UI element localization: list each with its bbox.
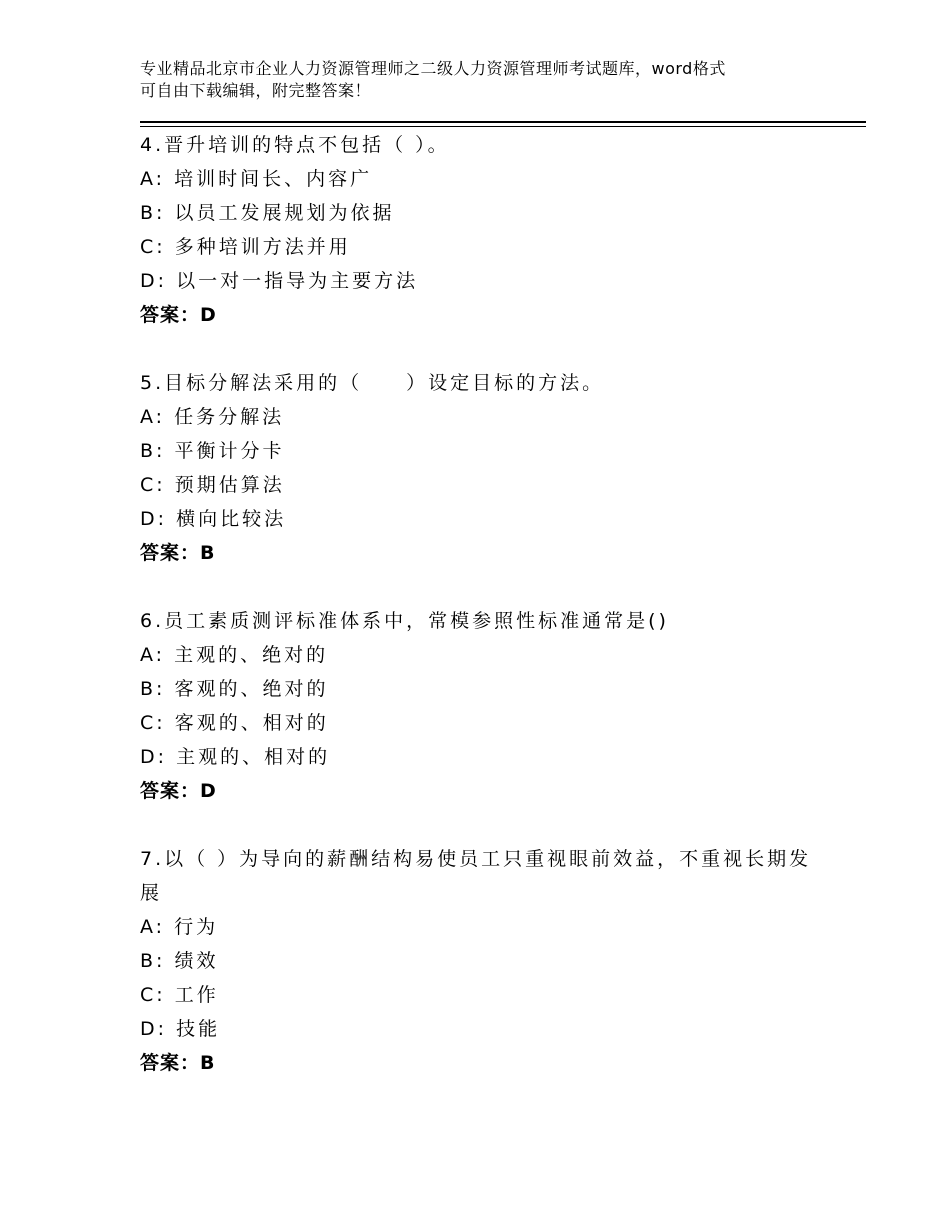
- header-line-2: 可自由下载编辑，附完整答案！: [140, 81, 372, 100]
- option-b: B: 客观的、绝对的: [140, 678, 329, 700]
- question-item: [140, 366, 820, 570]
- option-c: C: 工作: [140, 984, 219, 1006]
- option-d: D: 横向比较法: [140, 508, 287, 530]
- option-d: D: 以一对一指导为主要方法: [140, 270, 419, 292]
- option-c: C: 预期估算法: [140, 474, 285, 496]
- option-a: A: 任务分解法: [140, 406, 285, 428]
- question-stem: 7.以（ ）为导向的薪酬结构易使员工只重视眼前效益，不重视长期发展: [140, 848, 812, 904]
- option-d: D: 技能: [140, 1018, 221, 1040]
- document-header: [140, 58, 820, 102]
- option-a: A: 行为: [140, 916, 219, 938]
- option-b: B: 以员工发展规划为依据: [140, 202, 395, 224]
- answer-label: 答案：B: [140, 1052, 216, 1074]
- answer-label: 答案：B: [140, 542, 216, 564]
- option-b: B: 绩效: [140, 950, 219, 972]
- question-list: [140, 128, 820, 1114]
- option-a: A: 培训时间长、内容广: [140, 168, 373, 190]
- option-b: B: 平衡计分卡: [140, 440, 285, 462]
- header-divider: [140, 121, 866, 127]
- question-item: [140, 604, 820, 808]
- question-item: [140, 842, 820, 1080]
- option-c: C: 客观的、相对的: [140, 712, 329, 734]
- question-stem: 4.晋升培训的特点不包括（ ）。: [140, 134, 450, 156]
- option-d: D: 主观的、相对的: [140, 746, 331, 768]
- answer-label: 答案：D: [140, 780, 217, 802]
- option-a: A: 主观的、绝对的: [140, 644, 329, 666]
- answer-label: 答案：D: [140, 304, 217, 326]
- question-stem: 6.员工素质测评标准体系中，常模参照性标准通常是(): [140, 610, 669, 632]
- header-line-1: 专业精品北京市企业人力资源管理师之二级人力资源管理师考试题库，word格式: [140, 59, 726, 78]
- option-c: C: 多种培训方法并用: [140, 236, 351, 258]
- question-item: [140, 128, 820, 332]
- question-stem: 5.目标分解法采用的（ ）设定目标的方法。: [140, 372, 605, 394]
